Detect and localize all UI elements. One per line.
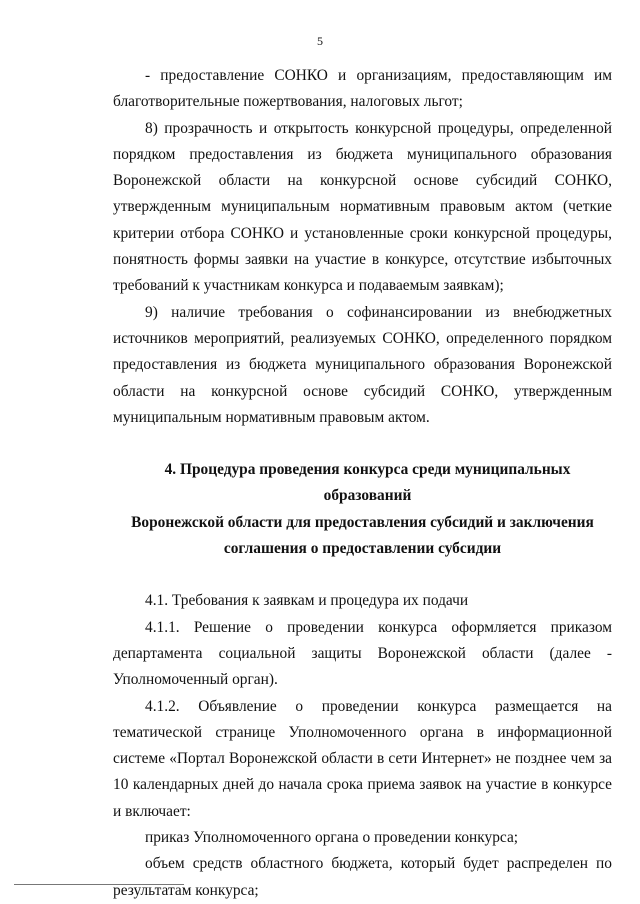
page-number: 5 [317, 34, 323, 48]
paragraph-budget-volume-item: объем средств областного бюджета, который будет распределен по результатам конкурса; [113, 855, 612, 899]
section-4-heading-line-1: 4. Процедура проведения конкурса среди муниципальных образований [164, 461, 571, 505]
paragraph-4-1-title: 4.1. Требования к заявкам и процедура их подачи [145, 592, 469, 610]
paragraph-item-9-cofinancing: 9) наличие требования о софинансировании из внебюджетных источников мероприятий, реализуемых СОНКО, определенного порядком предоставления из бюджета муниципального образования Воронежской области на конкурсной основе субсидий СОНКО, утвержденным муниципальным нормативным правовым актом. [113, 303, 612, 426]
document-body [113, 63, 612, 904]
section-4-heading [113, 457, 612, 562]
footnote-divider [14, 884, 184, 885]
paragraph-order-item: приказ Уполномоченного органа о проведении конкурса; [145, 829, 519, 847]
paragraph-4-1-2: 4.1.2. Объявление о проведении конкурса размещается на тематической странице Уполномоченного органа в информационной системе «Портал Воронежской области в сети Интернет» не позднее чем за 10 календарных дней до начала срока приема заявок на участие в конкурсе и включает: [113, 697, 612, 820]
paragraph-tax-benefits: - предоставление СОНКО и организациям, предоставляющим им благотворительные пожертвования, налоговых льгот; [113, 67, 612, 111]
paragraph-4-1-1: 4.1.1. Решение о проведении конкурса оформляется приказом департамента социальной защиты Воронежской области (далее - Уполномоченный орган). [113, 618, 612, 689]
paragraph-item-8-transparency: 8) прозрачность и открытость конкурсной процедуры, определенной порядком предоставления из бюджета муниципального образования Воронежской области на конкурсной основе субсидий СОНКО, утвержденным муниципальным нормативным правовым актом (четкие критерии отбора СОНКО и установленные сроки конкурсной процедуры, понятность формы заявки на участие в конкурсе, отсутствие избыточных требований к участникам конкурса и подаваемым заявкам); [113, 119, 612, 295]
section-4-heading-line-2: Воронежской области для предоставления субсидий и заключения [131, 513, 594, 531]
section-4-heading-line-3: соглашения о предоставлении субсидии [223, 540, 502, 558]
